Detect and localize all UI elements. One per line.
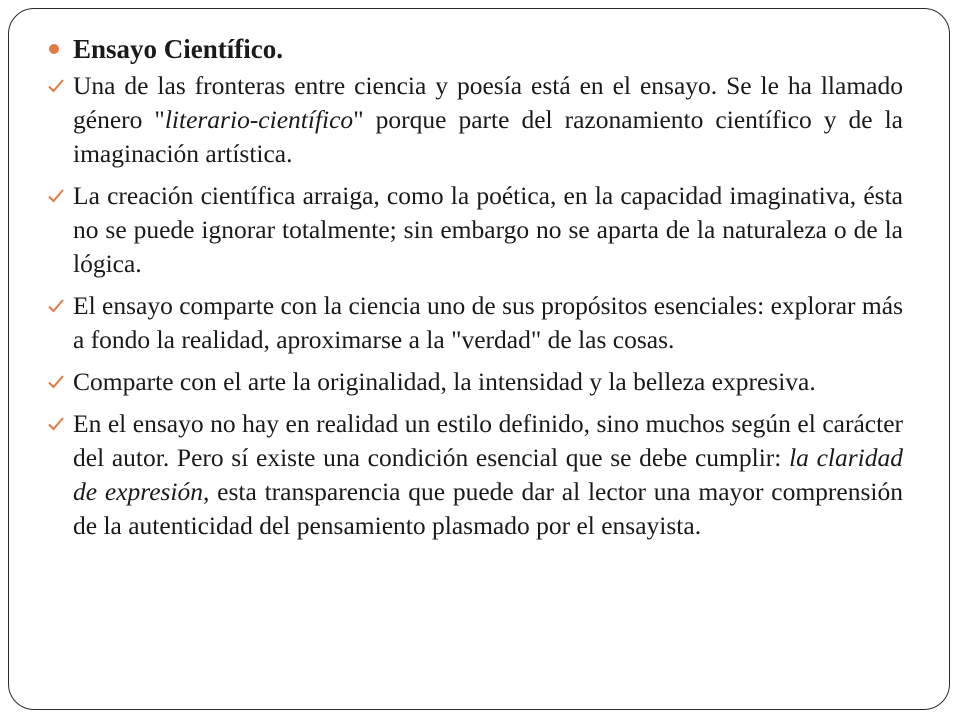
list-item-text: La creación científica arraiga, como la poética, en la capacidad imaginativa, ésta no se puede ignorar totalmente; sin embargo no se aparta de la naturaleza o de la lógica.: [73, 181, 903, 278]
slide-title: Ensayo Científico.: [73, 34, 284, 64]
slide-content: [47, 31, 903, 551]
list-item-italic-text: la claridad de expresión: [73, 443, 903, 506]
round-bullet-icon: [49, 44, 59, 54]
list-item-italic-text: literario-científico: [164, 105, 354, 134]
list-item-text: Comparte con el arte la originalidad, la intensidad y la belleza expresiva.: [73, 367, 816, 396]
slide-frame: [8, 8, 950, 710]
checkmark-icon: [47, 374, 65, 390]
slide-title-row: [47, 31, 903, 67]
list-item-text: El ensayo comparte con la ciencia uno de sus propósitos esenciales: explorar más a fondo la realidad, aproximarse a la "verdad" de las cosas.: [73, 291, 903, 354]
checkmark-icon: [47, 416, 65, 432]
list-item-text: En el ensayo no hay en realidad un estilo definido, sino muchos según el carácter del autor. Pero sí existe una condición esencial que se debe cumplir:: [73, 409, 903, 472]
checkmark-icon: [47, 298, 65, 314]
checkmark-icon: [47, 188, 65, 204]
list-item: [47, 69, 903, 171]
checkmark-icon: [47, 78, 65, 94]
list-item-text-end: " porque parte del razonamiento científico y de la imaginación artística.: [73, 105, 903, 168]
list-item-text-end: , esta transparencia que puede dar al lector una mayor comprensión de la autenticidad del pensamiento plasmado por el ensayista.: [73, 477, 903, 540]
list-item: [47, 407, 903, 543]
list-item: [47, 365, 903, 399]
list-item: [47, 289, 903, 357]
list-item-text: Una de las fronteras entre ciencia y poesía está en el ensayo. Se le ha llamado género ": [73, 71, 903, 134]
list-item: [47, 179, 903, 281]
